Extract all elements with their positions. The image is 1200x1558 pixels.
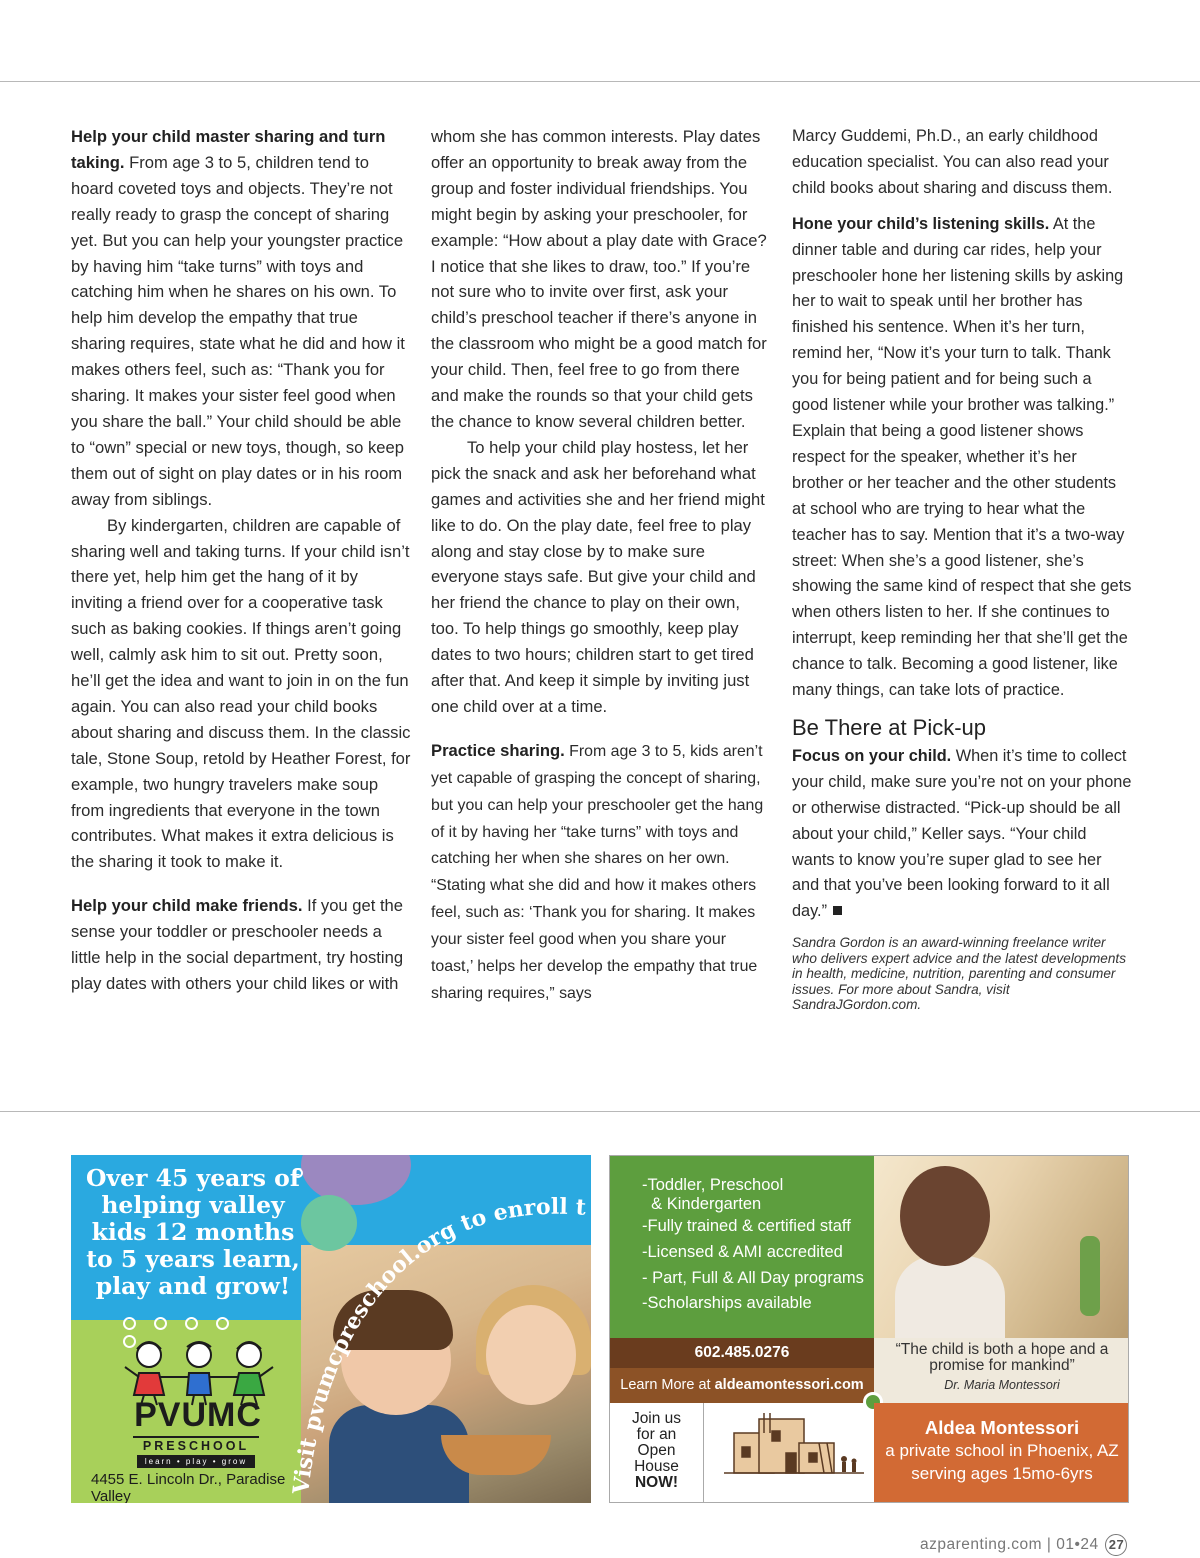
open-house-callout: Join us for an Open House NOW! [610, 1403, 704, 1503]
footer-site[interactable]: azparenting.com [920, 1536, 1043, 1553]
paragraph-sharing: Help your child master sharing and turn taking. From age 3 to 5, children tend to hoard coveted toys and objects. They’re not really ready to grasp the concept of sharing yet. But you can help your youngster practice by having him “take turns” with toys and catching him when he shares on his own. To help him develop the empathy that true sharing requires, state what he did and how it makes others feel, such as: “Thank you for sharing. It makes your sister feel good when you share the ball.” Your child should be able to “own” special or new toys, though, so keep them out of sight on play dates or in his room away from siblings. [71, 127, 405, 509]
svg-text:Visit pvumcpreschool.org to en [278, 1140, 587, 1497]
quote-author: Dr. Maria Montessori [944, 1378, 1060, 1392]
enroll-arc-text[interactable] [278, 1140, 591, 1503]
photo-child-head [900, 1166, 990, 1266]
program-list [642, 1176, 872, 1317]
pvumc-wordmark: PVUMC [134, 1396, 262, 1434]
paragraph-kindergarten: By kindergarten, children are capable of sharing well and taking turns. If your child isn’t there yet, help him get the hang of it by inviting a friend over for a cooperative task such as baking cookies. If things aren’t going well, calmly ask him to sit out. Pretty soon, he’ll get the idea and want to join in on the fun again. You can also read your child books about sharing and discuss them. In the classic tale, Stone Soup, retold by Heather Forest, for example, two hungry travelers make soup from ingredients that everyone in the town contributes. What makes it extra delicious is the sharing it took to make it. [71, 515, 411, 872]
pvumc-address: 4455 E. Lincoln Dr., Paradise Valley [91, 1471, 286, 1503]
paragraph-guddemi: Marcy Guddemi, Ph.D., an early childhood education specialist. You can also read your child books about sharing and discuss them. [792, 127, 1113, 197]
adobe-building-illustration-icon [704, 1403, 874, 1503]
subhead-sharing: Help your child master sharing and turn taking. [71, 127, 386, 172]
program-item: -Fully trained & certified staff [642, 1217, 851, 1235]
pvumc-preschool-ad[interactable] [71, 1140, 591, 1503]
end-mark-icon [833, 906, 842, 915]
subhead-focus: Focus on your child. [792, 746, 952, 765]
preschool-wordmark: PRESCHOOL [133, 1436, 259, 1453]
program-list-panel [610, 1156, 874, 1338]
page-number: 27 [1105, 1534, 1127, 1556]
aldea-location: a private school in Phoenix, AZ [885, 1441, 1119, 1460]
enroll-url-text[interactable]: Visit pvumcpreschool.org to enroll today! [278, 1140, 587, 1496]
paragraph-friends: Help your child make friends. If you get the sense your toddler or preschooler needs a little help in the social department, try hosting play dates with others your child likes or with [71, 896, 404, 993]
article-column-3 [792, 124, 1132, 1013]
article-column-1 [71, 124, 411, 997]
ad1-headline: Over 45 years of helping valley kids 12 months to 5 years learn, play and grow! [86, 1164, 300, 1300]
aldea-brand-panel [874, 1403, 1129, 1503]
photo-child-body [895, 1256, 1005, 1346]
program-item: -Licensed & AMI accredited [642, 1242, 843, 1261]
learn-more-link[interactable]: Learn More at aldeamontessori.com [610, 1368, 874, 1403]
photo-wooden-toy [1080, 1236, 1100, 1316]
montessori-quote-panel [874, 1338, 1129, 1403]
paragraph-practice-sharing: Practice sharing. From age 3 to 5, kids aren’t yet capable of grasping the concept of sharing, but you can help your preschooler get the hang of it by having her “take turns” with toys and catching her when she shares on her own. “Stating what she did and how it makes others feel, such as: ‘Thank you for sharing. It makes your sister feel good when you share your toast,’ helps her develop the empathy that true sharing requires,” says [431, 740, 764, 1002]
subhead-friends: Help your child make friends. [71, 896, 303, 916]
program-item: - Part, Full & All Day programs [642, 1268, 864, 1287]
section-title-pickup: Be There at Pick-up [792, 714, 987, 740]
aldea-brand-name: Aldea Montessori [924, 1417, 1080, 1438]
paragraph-focus: Focus on your child. When it’s time to collect your child, make sure you’re not on your phone or otherwise distracted. “Pick-up should be all about your child,” Keller says. “Your child wants to know you’re super glad to see her and that you’ve been looking forward to it all day.” [792, 746, 1132, 921]
ad-divider-rule [0, 1111, 1200, 1112]
paragraph-listening: Hone your child’s listening skills. At the dinner table and during car rides, help your preschooler hone her listening skills by asking her to wait to speak until her brother has finished his sentence. When it’s her turn, remind her, “Now it’s your turn to talk. Thank you for being patient and for being such a good listener while your brother was talking.” Explain that being a good listener shows respect for the speaker, whether it’s her brother or her teacher and the other students at school who are trying to hear what the teacher has to say. Mention that it’s a two-way street: When she’s a good listener, she’s showing the same kind of respect that she gets when others listen to her. If she continues to interrupt, keep reminding her that she’ll get the chance to talk. Becoming a good listener, like many things, can take lots of practice. [792, 214, 1132, 700]
paragraph-play-dates: whom she has common interests. Play dates offer an opportunity to break away from the group and foster individual friendships. You might begin by asking your preschooler, for example: “How about a play date with Grace? I notice that she likes to draw, too.” If you’re not sure who to invite over first, ask your child’s preschool teacher if there’s anyone in the classroom who might be a good match for your child. Then, feel free to go from there and make the rounds so that your child gets the chance to know several children better. [431, 127, 767, 431]
paragraph-hostess: To help your child play hostess, let her pick the snack and ask her beforehand what games and activities she and her friend might like to do. On the play date, feel free to play along and stay close by to make sure everyone stays safe. But give your child and her friend the chance to play on their own, too. To help things go smoothly, keep play dates to two hours; children start to get tired after that. And keep it simple by inviting just one child over at a time. [431, 437, 765, 716]
learn-play-grow-tagline: learn • play • grow [137, 1455, 255, 1468]
aldea-montessori-ad[interactable] [609, 1155, 1129, 1503]
footer-issue: 01•24 [1056, 1536, 1099, 1553]
phone-number[interactable]: 602.485.0276 [610, 1338, 874, 1368]
open-house-now: NOW! [634, 1474, 679, 1491]
aldea-ages: serving ages 15mo-6yrs [911, 1464, 1093, 1483]
article-column-2 [431, 124, 771, 1007]
top-rule [0, 81, 1200, 82]
subhead-practice-sharing: Practice sharing. [431, 740, 565, 760]
program-item: -Scholarships available [642, 1294, 812, 1313]
website-url[interactable]: aldeamontessori.com [714, 1377, 864, 1393]
subhead-listening: Hone your child’s listening skills. [792, 214, 1050, 233]
montessori-quote: “The child is both a hope and a promise for mankind” [895, 1341, 1109, 1374]
author-bio: Sandra Gordon is an award-winning freelance writer who delivers expert advice and the latest developments in health, medicine, nutrition, parenting and consumer issues. For more about Sandra, visit SandraJGordon.com. [792, 935, 1126, 1013]
program-item: -Toddler, Preschool & Kindergarten [642, 1176, 784, 1213]
page-footer: azparenting.com | 01•24 27 [920, 1534, 1160, 1556]
